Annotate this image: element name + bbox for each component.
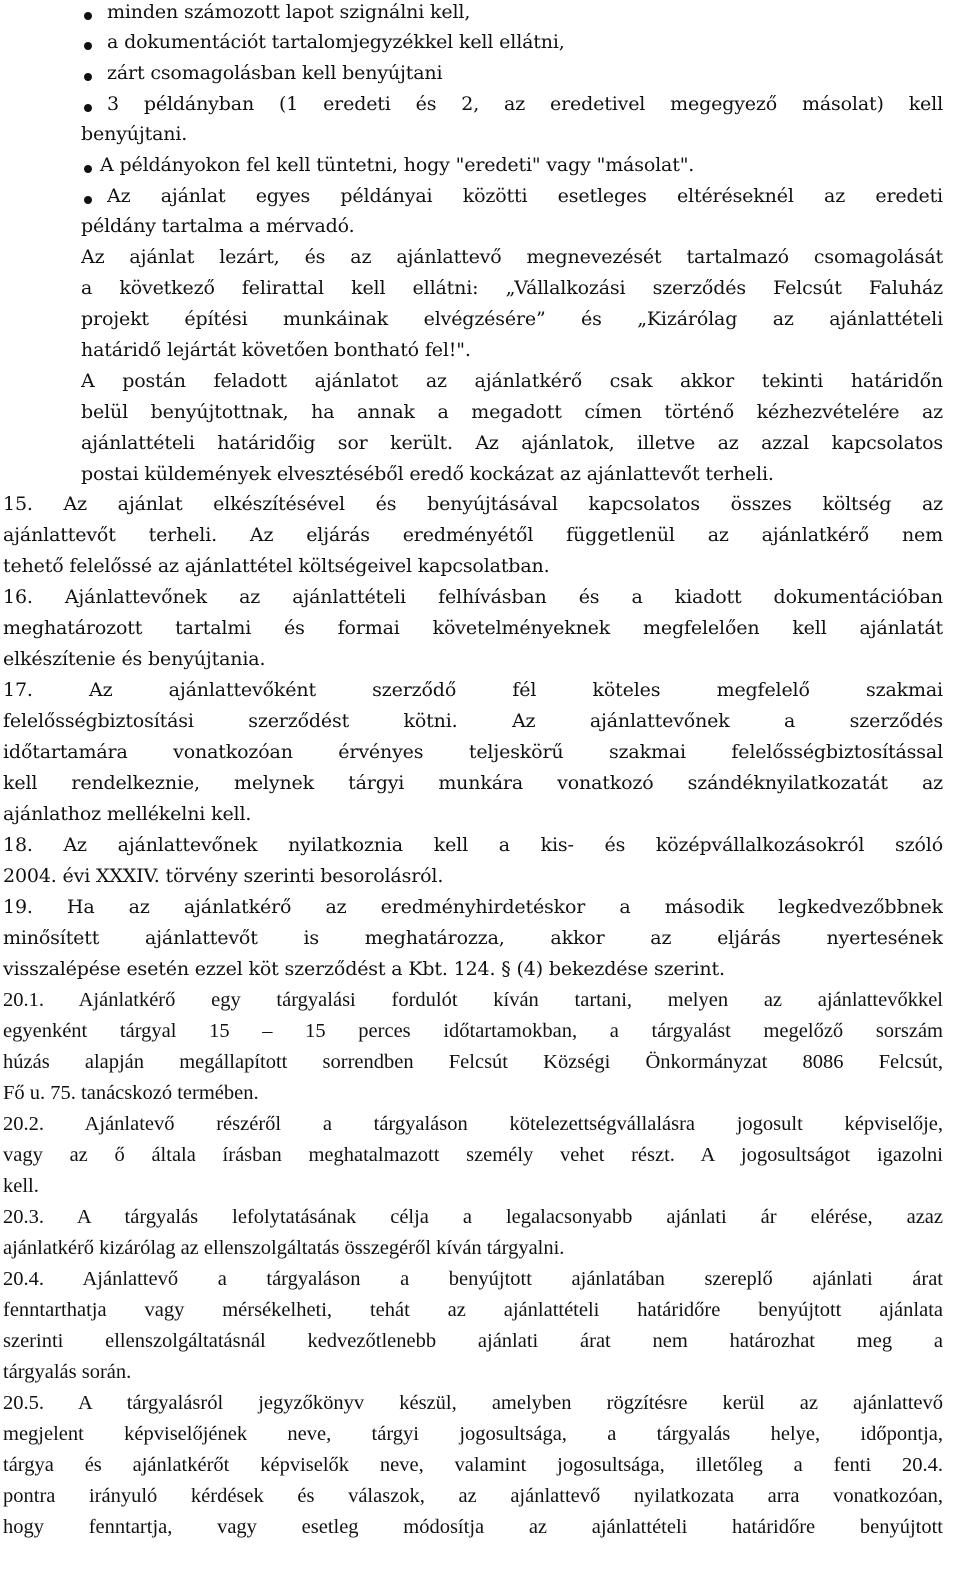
paragraph-line: 18. Az ajánlattevőnek nyilatkoznia kell a kis- és középvállalkozásokról szóló xyxy=(3,834,943,856)
bullet-icon xyxy=(84,12,92,20)
paragraph-line: minősített ajánlattevőt is meghatározza, akkor az eljárás nyertesének xyxy=(3,927,943,949)
paragraph-line: felelősségbiztosítási szerződést kötni. Az ajánlattevőnek a szerződés xyxy=(3,710,943,732)
bullet-icon xyxy=(84,73,92,81)
bullet-text: példány tartalma a mérvadó. xyxy=(81,215,355,237)
paragraph-line: 17. Az ajánlattevőként szerződő fél köteles megfelelő szakmai xyxy=(3,679,943,701)
paragraph-line: szerinti ellenszolgáltatásnál kedvezőtlenebb ajánlati árat nem határozhat meg a xyxy=(3,1330,943,1352)
bullet-text: benyújtani. xyxy=(81,123,188,145)
paragraph-line: belül benyújtottnak, ha annak a megadott címen történő kézhezvételére az xyxy=(81,401,943,423)
bullet-text: 3 példányban (1 eredeti és 2, az eredetivel megegyező másolat) kell xyxy=(107,93,943,115)
paragraph-line: fenntarthatja vagy mérsékelheti, tehát az ajánlattételi határidőre benyújtott ajánlata xyxy=(3,1299,943,1321)
paragraph-line: ajánlattételi határidőig sor került. Az ajánlatok, illetve az azzal kapcsolatos xyxy=(81,432,943,454)
paragraph-line: 20.4. Ajánlattevő a tárgyaláson a benyújtott ajánlatában szereplő ajánlati árat xyxy=(3,1268,943,1290)
bullet-icon xyxy=(84,165,92,173)
paragraph-line: postai küldemények elvesztéséből eredő kockázat az ajánlattevőt terheli. xyxy=(81,463,774,485)
bullet-icon xyxy=(84,196,92,204)
paragraph-line: 16. Ajánlattevőnek az ajánlattételi felhívásban és a kiadott dokumentációban xyxy=(3,586,943,608)
paragraph-line: kell. xyxy=(3,1175,39,1197)
paragraph-line: ajánlatkérő kizárólag az ellenszolgáltatás összegéről kíván tárgyalni. xyxy=(3,1237,565,1259)
paragraph-line: vagy az ő általa írásban meghatalmazott személy vehet részt. A jogosultságot igazolni xyxy=(3,1144,943,1166)
paragraph-line: 20.3. A tárgyalás lefolytatásának célja a legalacsonyabb ajánlati ár elérése, azaz xyxy=(3,1206,943,1228)
bullet-text: Az ajánlat egyes példányai közötti esetleges eltéréseknél az eredeti xyxy=(107,185,943,207)
paragraph-line: egyenként tárgyal 15 – 15 perces időtartamokban, a tárgyalást megelőző sorszám xyxy=(3,1020,943,1042)
paragraph-line: Fő u. 75. tanácskozó termében. xyxy=(3,1082,259,1104)
bullet-text: zárt csomagolásban kell benyújtani xyxy=(107,62,443,84)
paragraph-line: tehető felelőssé az ajánlattétel költségeivel kapcsolatban. xyxy=(3,555,550,577)
paragraph-line: 20.2. Ajánlatevő részéről a tárgyaláson kötelezettségvállalásra jogosult képviselője, xyxy=(3,1113,943,1135)
paragraph-line: projekt építési munkáinak elvégzésére” és „Kizárólag az ajánlattételi xyxy=(81,308,943,330)
paragraph-line: húzás alapján megállapított sorrendben Felcsút Községi Önkormányzat 8086 Felcsút, xyxy=(3,1051,943,1073)
bullet-text: A példányokon fel kell tüntetni, hogy "eredeti" vagy "másolat". xyxy=(100,154,695,176)
paragraph-line: megjelent képviselőjének neve, tárgyi jogosultsága, a tárgyalás helye, időpontja, xyxy=(3,1423,943,1445)
paragraph-line: tárgyalás során. xyxy=(3,1361,132,1383)
paragraph-line: tárgya és ajánlatkérőt képviselők neve, valamint jogosultsága, illetőleg a fenti 20.4. xyxy=(3,1454,943,1476)
paragraph-line: A postán feladott ajánlatot az ajánlatkérő csak akkor tekinti határidőn xyxy=(81,370,943,392)
paragraph-line: elkészítenie és benyújtania. xyxy=(3,648,266,670)
bullet-text: minden számozott lapot szignálni kell, xyxy=(107,1,471,23)
paragraph-line: 19. Ha az ajánlatkérő az eredményhirdetéskor a második legkedvezőbbnek xyxy=(3,896,943,918)
bullet-icon xyxy=(84,42,92,50)
paragraph-line: ajánlattevőt terheli. Az eljárás eredményétől függetlenül az ajánlatkérő nem xyxy=(3,524,943,546)
paragraph-line: kell rendelkeznie, melynek tárgyi munkára vonatkozó szándéknyilatkozatát az xyxy=(3,772,943,794)
bullet-text: a dokumentációt tartalomjegyzékkel kell ellátni, xyxy=(107,31,565,53)
paragraph-line: 2004. évi XXXIV. törvény szerinti besorolásról. xyxy=(3,865,444,887)
paragraph-line: 20.1. Ajánlatkérő egy tárgyalási fordulót kíván tartani, melyen az ajánlattevőkkel xyxy=(3,989,943,1011)
paragraph-line: 15. Az ajánlat elkészítésével és benyújtásával kapcsolatos összes költség az xyxy=(3,493,943,515)
paragraph-line: a következő felirattal kell ellátni: „Vállalkozási szerződés Felcsút Faluház xyxy=(81,277,943,299)
paragraph-line: 20.5. A tárgyalásról jegyzőkönyv készül, amelyben rögzítésre kerül az ajánlattevő xyxy=(3,1392,943,1414)
paragraph-line: Az ajánlat lezárt, és az ajánlattevő megnevezését tartalmazó csomagolását xyxy=(81,246,943,268)
bullet-icon xyxy=(84,104,92,112)
paragraph-line: határidő lejártát követően bontható fel!". xyxy=(81,339,471,361)
paragraph-line: időtartamára vonatkozóan érvényes teljeskörű szakmai felelősségbiztosítással xyxy=(3,741,943,763)
paragraph-line: pontra irányuló kérdések és válaszok, az ajánlattevő nyilatkozata arra vonatkozóan, xyxy=(3,1485,943,1507)
paragraph-line: visszalépése esetén ezzel köt szerződést a Kbt. 124. § (4) bekezdése szerint. xyxy=(3,958,725,980)
paragraph-line: hogy fenntartja, vagy esetleg módosítja az ajánlattételi határidőre benyújtott xyxy=(3,1516,943,1538)
paragraph-line: meghatározott tartalmi és formai követelményeknek megfelelően kell ajánlatát xyxy=(3,617,943,639)
paragraph-line: ajánlathoz mellékelni kell. xyxy=(3,803,252,825)
